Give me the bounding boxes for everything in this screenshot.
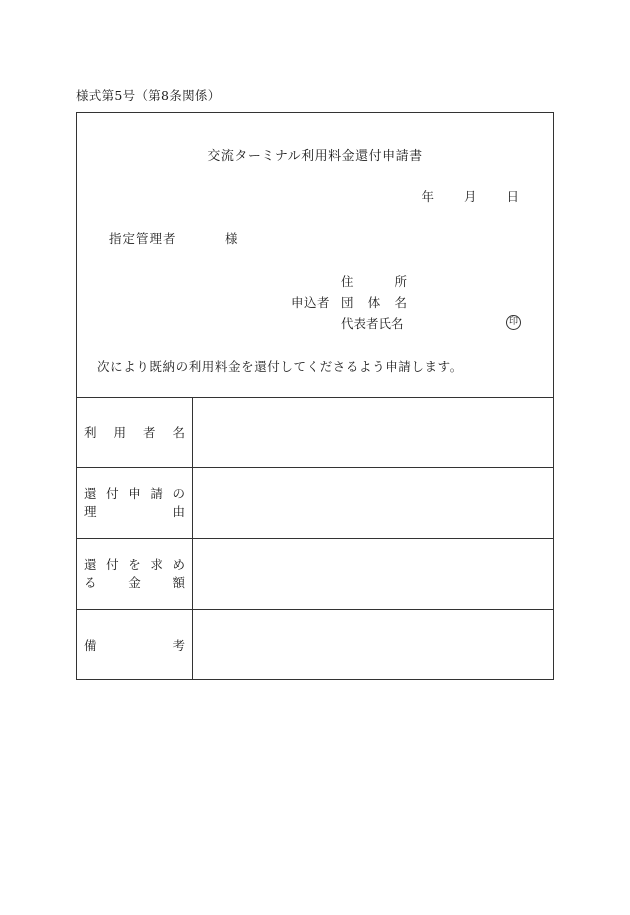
label-char: 申 (128, 486, 141, 501)
label-char: を (128, 557, 141, 572)
label-char: る (84, 575, 97, 590)
date-year-label: 年 (421, 189, 434, 204)
form-table (77, 397, 553, 680)
addressee-honorific: 様 (225, 231, 238, 246)
label-char: 付 (106, 557, 119, 572)
table-row-refund-reason (77, 468, 553, 539)
org-char: 体 (367, 295, 381, 310)
refund-reason-field[interactable] (193, 468, 553, 538)
label-char: 金 (128, 575, 141, 590)
row-label-refund-reason (77, 468, 193, 538)
date-day-label: 日 (506, 189, 519, 204)
org-char: 団 (341, 295, 354, 310)
address-char: 所 (394, 274, 407, 289)
refund-amount-field[interactable] (193, 539, 553, 609)
date-field (421, 187, 519, 205)
remarks-field[interactable] (193, 610, 553, 680)
label-char: 還 (84, 557, 97, 572)
organization-name-label (341, 292, 407, 313)
label-char: の (172, 486, 185, 501)
label-char: め (172, 557, 185, 572)
row-label-refund-amount (77, 539, 193, 609)
table-row-refund-amount (77, 539, 553, 610)
addressee-name: 指定管理者 (109, 231, 177, 246)
label-char: 求 (150, 557, 163, 572)
label-char: 用 (113, 425, 126, 440)
application-form (76, 112, 554, 680)
applicant-info-block (341, 271, 407, 334)
label-char: 還 (84, 486, 97, 501)
label-char: 付 (106, 486, 119, 501)
label-char: 利 (84, 425, 97, 440)
user-name-field[interactable] (193, 397, 553, 467)
row-label-remarks (77, 610, 193, 680)
label-char: 理 (84, 504, 97, 519)
label-char: 由 (172, 504, 185, 519)
applicant-label: 申込者 (291, 295, 331, 310)
address-label (341, 271, 407, 292)
table-row-remarks (77, 610, 553, 680)
org-char: 名 (394, 295, 407, 310)
seal-mark: 印 (506, 315, 521, 330)
form-number-label: 様式第5号（第8条関係） (76, 88, 221, 103)
request-statement: 次により既納の利用料金を還付してくださるよう申請します。 (97, 359, 463, 374)
label-char: 考 (172, 638, 185, 653)
label-char: 請 (150, 486, 163, 501)
form-header-area (77, 113, 553, 398)
address-char: 住 (341, 274, 354, 289)
label-char: 備 (84, 638, 97, 653)
label-char: 額 (172, 575, 185, 590)
table-row-user-name (77, 397, 553, 468)
label-char: 名 (172, 425, 185, 440)
date-month-label: 月 (463, 189, 477, 204)
representative-name-label: 代表者氏名 (341, 316, 404, 331)
label-char: 者 (142, 425, 156, 440)
row-label-user-name (77, 397, 193, 467)
form-title: 交流ターミナル利用料金還付申請書 (207, 149, 423, 164)
